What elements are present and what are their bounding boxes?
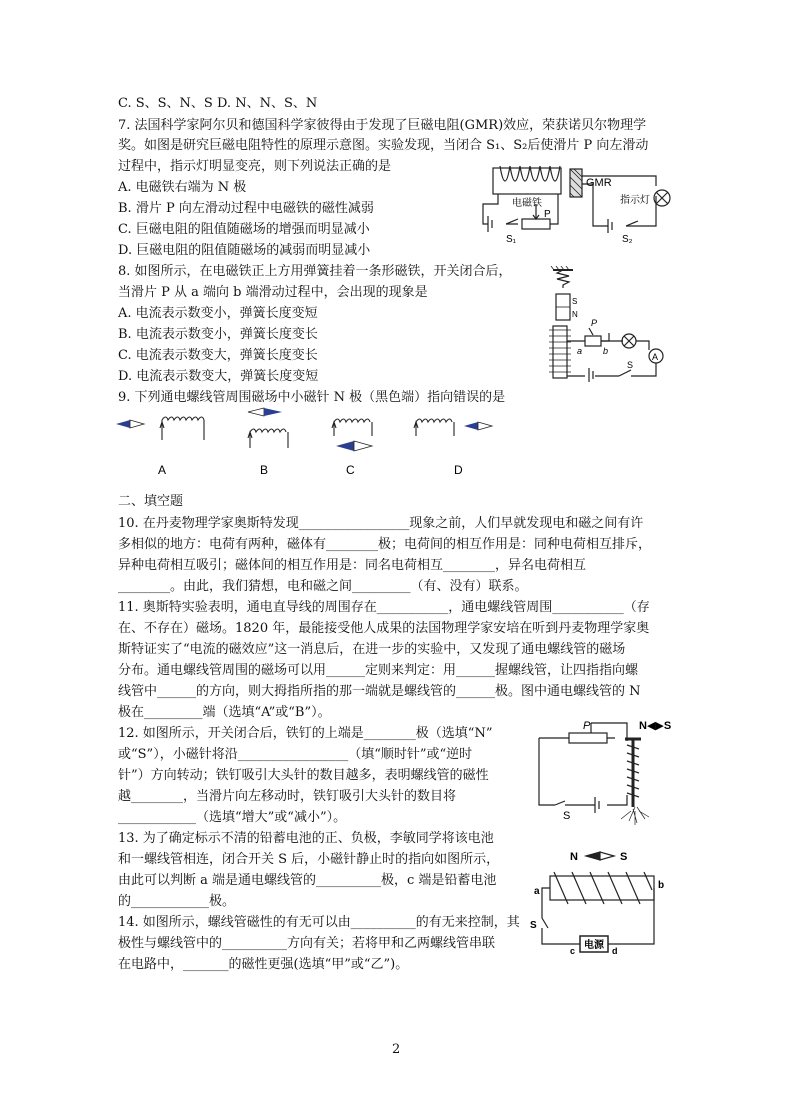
battery-8 bbox=[589, 368, 593, 382]
q11-text: 11. 奥斯特实验表明，通电直导线的周围存在___________，通电螺线管周围___________（存 bbox=[118, 600, 650, 615]
q7-option-c: C. 巨磁电阻的阻值随磁场的增强而明显减小 bbox=[118, 222, 370, 237]
q8-option-d: D. 电流表示数变大，弹簧长度变短 bbox=[118, 369, 319, 384]
indicator-lamp-label: 指示灯 bbox=[620, 195, 650, 206]
q14-text: 极性与螺线管中的__________方向有关；若将甲和乙两螺线管串联 bbox=[118, 936, 496, 951]
q7-stem: 奖。如图是研究巨磁电阻特性的原理示意图。实验发现，当闭合 S₁、S₂后使滑片 P 向左滑动 bbox=[118, 138, 649, 153]
switch-s2-label: S₂ bbox=[622, 234, 633, 245]
magnet-s-label: S bbox=[572, 297, 578, 306]
q11-text: 在、不存在）磁场。1820 年，最能接受他人成果的法国物理学家安培在听到丹麦物理学家奥 bbox=[118, 621, 650, 636]
q14-text: 在电路中，_______的磁性更强(选填“甲”或“乙”)。 bbox=[118, 957, 409, 972]
solenoid-b bbox=[250, 429, 286, 432]
electromagnet-label: 电磁铁 bbox=[512, 198, 542, 209]
solenoid-needle-options-figure bbox=[114, 402, 514, 482]
battery-s1 bbox=[488, 216, 492, 232]
q11-text: 分布。通电螺线管周围的磁场可以用______定则来判定：用______握螺线管，让四指指向螺 bbox=[118, 663, 639, 678]
rheostat-ab bbox=[585, 336, 601, 346]
switch-label-8: S bbox=[627, 360, 634, 370]
q6-options-cd: C. S、S、N、S D. N、N、S、N bbox=[118, 96, 318, 111]
lead-battery-solenoid-figure bbox=[530, 846, 690, 958]
q8-option-b: B. 电流表示数变小，弹簧长度变长 bbox=[118, 327, 318, 342]
switch-label-13: S bbox=[530, 920, 537, 931]
spring bbox=[557, 270, 569, 288]
q10-text: 多相似的地方：电荷有两种，磁体有________极；电荷间的相互作用是：同种电荷相互排斥， bbox=[118, 537, 652, 552]
q12-text: 越________，当滑片向左移动时，铁钉吸引大头针的数目将 bbox=[118, 789, 457, 804]
option-d-label: D bbox=[454, 463, 463, 477]
gmr-label: GMR bbox=[586, 177, 612, 189]
terminal-c-label: c bbox=[570, 946, 576, 956]
pins bbox=[621, 807, 649, 825]
q7-stem: 过程中，指示灯明显变亮，则下列说法正确的是 bbox=[118, 159, 392, 174]
q12-text: 针”）方向转动；铁钉吸引大头针的数目越多，表明螺线管的磁性 bbox=[118, 768, 489, 783]
rheostat bbox=[522, 219, 550, 229]
needle-c bbox=[336, 441, 372, 451]
q7-option-d: D. 巨磁电阻的阻值随磁场的减弱而明显减小 bbox=[118, 243, 371, 258]
q10-text: 10. 在丹麦物理学家奥斯特发现_________________现象之前，人们早就发现电和磁之间有许 bbox=[118, 516, 644, 531]
needle-a bbox=[116, 420, 144, 428]
battery-s2 bbox=[608, 219, 612, 233]
magnet-n-label: N bbox=[572, 310, 578, 319]
q12-text: ____________（选填“增大”或“减小”）。 bbox=[118, 810, 347, 825]
end-a-label-13: a bbox=[534, 886, 540, 897]
slider-p8 bbox=[589, 328, 593, 335]
q12-text: 或“S”），小磁针将沿_________________（填“顺时针”或“逆时 bbox=[118, 747, 473, 762]
terminal-d-label: d bbox=[612, 946, 618, 956]
end-a-label: a bbox=[577, 346, 583, 356]
switch-s1 bbox=[506, 219, 518, 224]
solenoid-13 bbox=[550, 876, 654, 900]
compass-needle-n bbox=[586, 852, 600, 860]
switch-s1-label: S₁ bbox=[506, 234, 517, 245]
q8-option-a: A. 电流表示数变小，弹簧长度变短 bbox=[118, 306, 318, 321]
battery-12 bbox=[595, 797, 599, 813]
q10-text: ________。由此，我们猜想，电和磁之间_________（有、没有）联系。 bbox=[118, 579, 528, 594]
q8-stem: 当滑片 P 从 a 端向 b 端滑动过程中，会出现的现象是 bbox=[118, 285, 428, 300]
end-b-label-13: b bbox=[658, 880, 665, 891]
solenoid-c bbox=[334, 419, 370, 422]
needle-d bbox=[464, 422, 492, 430]
gmr-circuit-figure bbox=[478, 164, 688, 250]
switch-label-12: S bbox=[563, 810, 571, 822]
page-number: 2 bbox=[392, 1042, 401, 1057]
spring-electromagnet-figure bbox=[545, 266, 675, 384]
compass-needle-s bbox=[600, 852, 614, 860]
option-a-label: A bbox=[158, 463, 167, 477]
q10-text: 异种电荷相互吸引；磁体间的相互作用是：同名电荷相互________，异名电荷相互 bbox=[118, 558, 587, 573]
wire-top bbox=[567, 333, 609, 341]
q11-text: 线管中______的方向，则大拇指所指的那一端就是螺线管的______极。图中通电螺线管的 N bbox=[118, 684, 641, 699]
q12-text: 12. 如图所示，开关闭合后，铁钉的上端是________极（选填“N” bbox=[118, 726, 493, 741]
electromagnet bbox=[553, 326, 567, 378]
q9-stem: 9. 下列通电螺线管周围磁场中小磁针 N 极（黑色端）指向错误的是 bbox=[118, 390, 506, 405]
q13-text: 13. 为了确定标示不清的铅蓄电池的正、负极，李敏同学将该电池 bbox=[118, 831, 494, 846]
q7-option-a: A. 电磁铁右端为 N 极 bbox=[118, 180, 247, 195]
slider-p-label-8: P bbox=[591, 318, 598, 328]
q11-text: 极在_________端（选填“A”或“B”）。 bbox=[118, 705, 331, 720]
slider-p-label-12: P bbox=[583, 720, 591, 732]
switch-12 bbox=[555, 801, 565, 805]
power-source-label: 电源 bbox=[584, 940, 604, 951]
option-c-label: C bbox=[346, 463, 355, 477]
section-heading-fill-in: 二、填空题 bbox=[118, 494, 184, 509]
q13-text: 和一螺线管相连，闭合开关 S 后，小磁针静止时的指向如图所示， bbox=[118, 852, 500, 867]
ammeter-label: A bbox=[652, 352, 659, 362]
compass-s-label: S bbox=[620, 851, 628, 863]
slider-p-label: P bbox=[544, 209, 551, 220]
switch-s2 bbox=[626, 221, 638, 226]
q8-stem: 8. 如图所示，在电磁铁正上方用弹簧挂着一条形磁铁，开关闭合后， bbox=[118, 264, 512, 279]
solenoid-a bbox=[162, 417, 204, 420]
solenoid-d bbox=[416, 419, 452, 422]
iron-nail-circuit-figure bbox=[535, 715, 695, 827]
compass-n-label: N bbox=[570, 851, 578, 863]
end-b-label: b bbox=[603, 346, 609, 356]
q7-stem: 7. 法国科学家阿尔贝和德国科学家彼得由于发现了巨磁电阻(GMR)效应，荣获诺贝尔物理学 bbox=[118, 118, 647, 133]
q13-text: 的____________极。 bbox=[118, 894, 236, 909]
compass-ns-label: N◀▶S bbox=[639, 720, 672, 732]
q8-option-c: C. 电流表示数变大，弹簧长度变长 bbox=[118, 348, 318, 363]
coil-13 bbox=[554, 872, 652, 904]
rheostat-12 bbox=[569, 733, 607, 743]
q7-option-b: B. 滑片 P 向左滑动过程中电磁铁的磁性减弱 bbox=[118, 201, 374, 216]
switch-8 bbox=[619, 370, 631, 376]
option-b-label: B bbox=[260, 463, 269, 477]
q13-text: 由此可以判断 a 端是通电螺线管的__________极，c 端是铅蓄电池 bbox=[118, 873, 497, 888]
q11-text: 斯特证实了“电流的磁效应”这一消息后，在进一步的实验中，又发现了通电螺线管的磁场 bbox=[118, 642, 626, 657]
needle-b bbox=[248, 408, 282, 416]
q14-text: 14. 如图所示，螺线管磁性的有无可以由__________的有无来控制，其 bbox=[118, 915, 520, 930]
switch-13 bbox=[542, 918, 548, 928]
